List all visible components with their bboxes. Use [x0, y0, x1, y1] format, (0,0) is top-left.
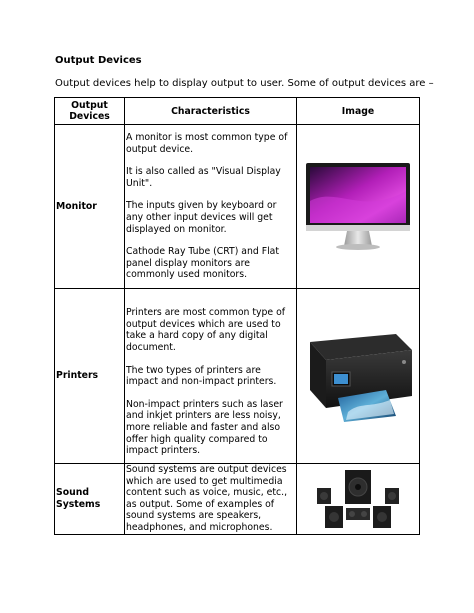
characteristics-monitor: [125, 125, 297, 289]
sound-para-1: Sound systems are output devices which are used to get multimedia content such as voice, music, etc., as output. Some of examples of sound systems are speakers, headphones, and microphones.: [126, 464, 288, 533]
device-name-printers: Printers: [55, 289, 125, 464]
header-characteristics: Characteristics: [125, 98, 297, 125]
header-image: Image: [297, 98, 420, 125]
table-row-printers: [55, 289, 420, 464]
monitor-para-4: Cathode Ray Tube (CRT) and Flat panel display monitors are commonly used monitors.: [126, 246, 280, 281]
image-cell-sound-systems: [297, 464, 420, 535]
document-title: Output Devices: [55, 55, 142, 66]
monitor-para-3: The inputs given by keyboard or any other input devices will get displayed on monitor.: [126, 200, 277, 235]
device-name-sound-systems: Sound Systems: [55, 464, 125, 535]
printers-para-2: The two types of printers are impact and non-impact printers.: [126, 364, 277, 388]
printer-image: [300, 328, 416, 424]
table-row-monitor: [55, 125, 420, 289]
device-name-monitor: Monitor: [55, 125, 125, 289]
intro-paragraph: Output devices help to display output to user. Some of output devices are –: [55, 78, 434, 89]
monitor-image: [302, 161, 414, 253]
header-output-devices: Output Devices: [55, 98, 125, 125]
table-header-row: [55, 98, 420, 125]
image-cell-monitor: [297, 125, 420, 289]
characteristics-printers: [125, 289, 297, 464]
output-devices-table: [54, 97, 420, 535]
characteristics-sound-systems: [125, 464, 297, 535]
table-row-sound-systems: [55, 464, 420, 535]
monitor-para-1: A monitor is most common type of output device.: [126, 132, 288, 155]
printers-para-3: Non-impact printers such as laser and inkjet printers are less noisy, more reliable and faster and also offer high quality compared to impact printers.: [126, 398, 283, 457]
monitor-para-2: It is also called as "Visual Display Unit".: [126, 166, 281, 189]
printers-para-1: Printers are most common type of output devices which are used to take a hard copy of any digital document.: [126, 307, 286, 354]
image-cell-printers: [297, 289, 420, 464]
speakers-image: [315, 468, 401, 530]
